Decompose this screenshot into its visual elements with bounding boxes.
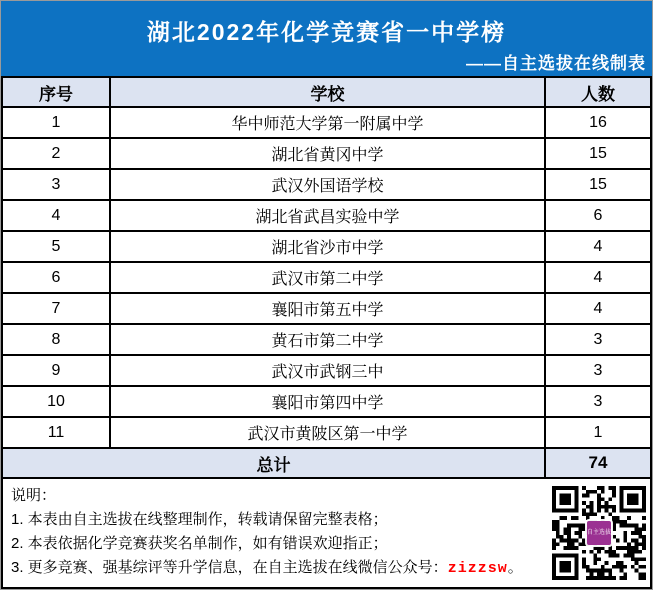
- cell-no: 5: [2, 231, 110, 262]
- cell-count: 15: [545, 138, 651, 169]
- cell-school: 湖北省武昌实验中学: [110, 200, 545, 231]
- table-row: [2, 169, 651, 200]
- cell-no: 4: [2, 200, 110, 231]
- cell-count: 3: [545, 355, 651, 386]
- table-row: [2, 417, 651, 448]
- notes-text: [3, 479, 548, 587]
- cell-school: 武汉市第二中学: [110, 262, 545, 293]
- total-row: [2, 448, 651, 478]
- table-row: [2, 293, 651, 324]
- note-line-3-suffix: 。: [507, 559, 523, 576]
- cell-no: 8: [2, 324, 110, 355]
- cell-school: 襄阳市第四中学: [110, 386, 545, 417]
- banner: [1, 1, 652, 76]
- wechat-account-id: zizzsw: [447, 560, 508, 577]
- note-line-1: 1. 本表由自主选拔在线整理制作，转载请保留完整表格；: [11, 511, 388, 528]
- note-line-3-text: 3. 更多竞赛、强基综评等升学信息，在自主选拔在线微信公众号：: [11, 559, 448, 576]
- column-header-no: 序号: [2, 77, 110, 107]
- banner-subtitle: ——自主选拔在线制表: [466, 54, 646, 73]
- column-header-count: 人数: [545, 77, 651, 107]
- notes-title: 说明：: [11, 487, 57, 504]
- ranking-table: [1, 76, 652, 479]
- cell-count: 3: [545, 324, 651, 355]
- cell-school: 武汉市黄陂区第一中学: [110, 417, 545, 448]
- cell-no: 1: [2, 107, 110, 138]
- total-value: 74: [545, 448, 651, 478]
- table-row: [2, 200, 651, 231]
- cell-no: 11: [2, 417, 110, 448]
- note-line-3: [11, 556, 548, 581]
- cell-no: 10: [2, 386, 110, 417]
- table-row: [2, 386, 651, 417]
- cell-school: 武汉市武钢三中: [110, 355, 545, 386]
- table-row: [2, 355, 651, 386]
- cell-count: 6: [545, 200, 651, 231]
- cell-school: 湖北省沙市中学: [110, 231, 545, 262]
- cell-no: 6: [2, 262, 110, 293]
- cell-no: 2: [2, 138, 110, 169]
- cell-count: 4: [545, 293, 651, 324]
- cell-no: 7: [2, 293, 110, 324]
- cell-count: 16: [545, 107, 651, 138]
- table-row: [2, 107, 651, 138]
- cell-school: 湖北省黄冈中学: [110, 138, 545, 169]
- cell-count: 3: [545, 386, 651, 417]
- page-title: 湖北2022年化学竞赛省一中学榜: [146, 19, 507, 45]
- table-row: [2, 138, 651, 169]
- table-row: [2, 231, 651, 262]
- cell-school: 黄石市第二中学: [110, 324, 545, 355]
- cell-count: 4: [545, 231, 651, 262]
- cell-count: 15: [545, 169, 651, 200]
- note-line-2: 2. 本表依据化学竞赛获奖名单制作，如有错误欢迎指正；: [11, 535, 388, 552]
- table-row: [2, 262, 651, 293]
- cell-count: 1: [545, 417, 651, 448]
- total-label: 总计: [2, 448, 545, 478]
- cell-school: 襄阳市第五中学: [110, 293, 545, 324]
- notes-section: [1, 479, 652, 589]
- table-body: [2, 107, 651, 448]
- cell-count: 4: [545, 262, 651, 293]
- table-header-row: [2, 77, 651, 107]
- qr-center-logo: 自主选拔: [587, 521, 611, 545]
- column-header-school: 学校: [110, 77, 545, 107]
- cell-school: 武汉外国语学校: [110, 169, 545, 200]
- cell-no: 9: [2, 355, 110, 386]
- qr-code: [548, 479, 650, 587]
- cell-no: 3: [2, 169, 110, 200]
- table-row: [2, 324, 651, 355]
- cell-school: 华中师范大学第一附属中学: [110, 107, 545, 138]
